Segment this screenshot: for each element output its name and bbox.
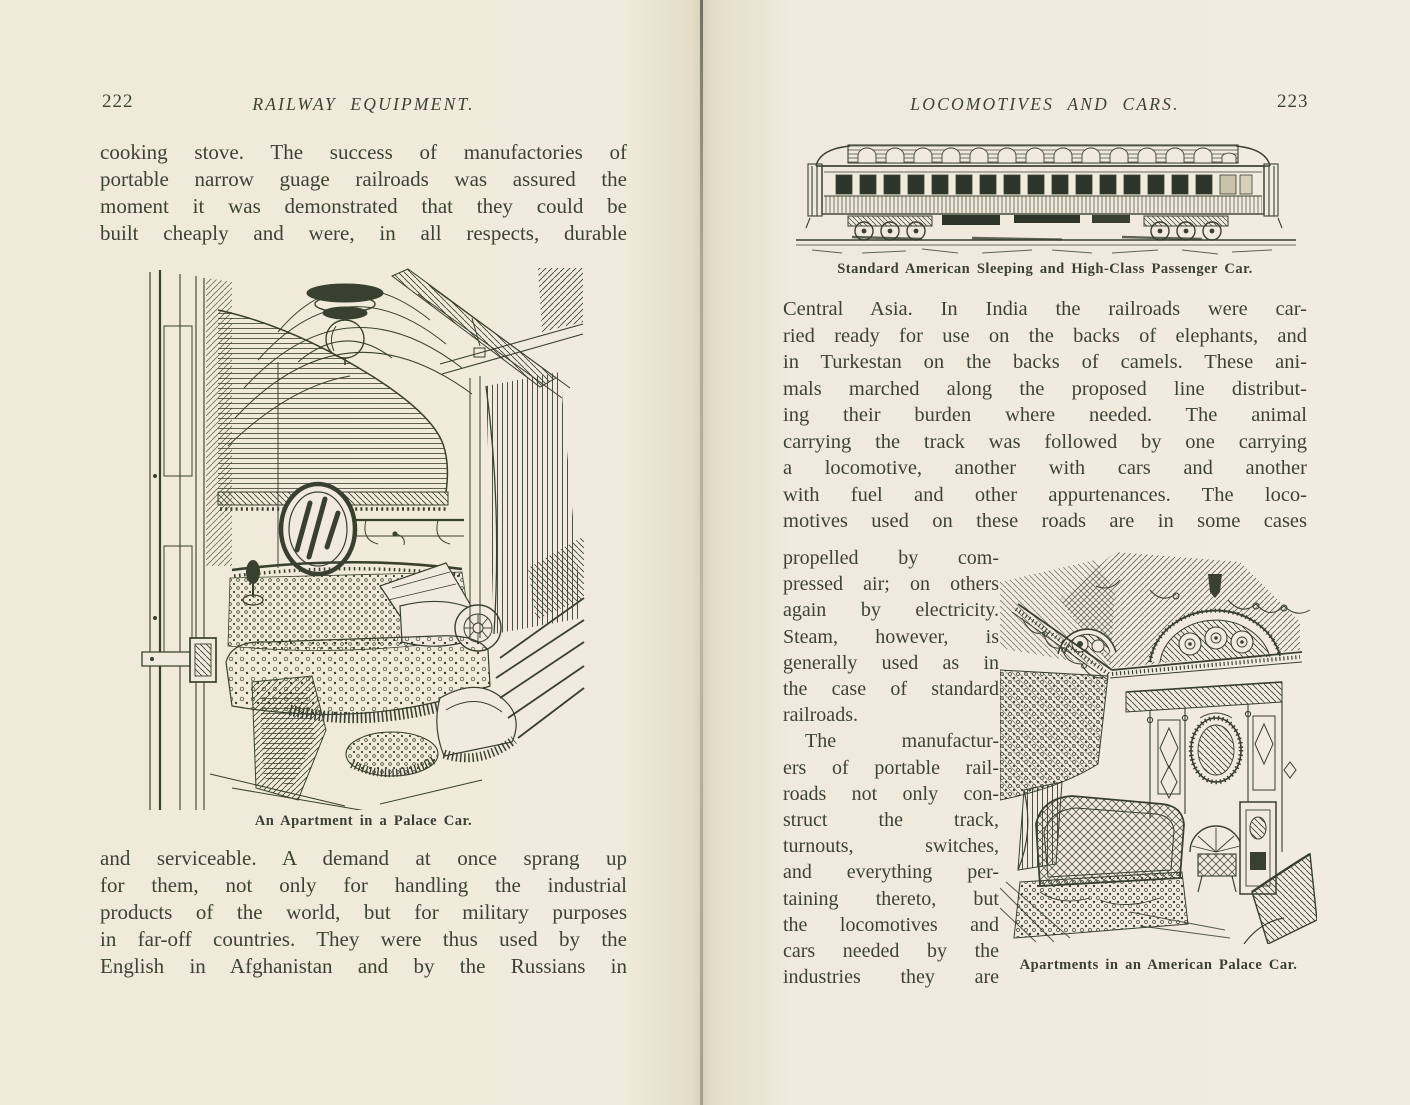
text-line: a locomotive, another with cars and another [783,457,1307,479]
text-line: taining thereto, but [783,887,999,910]
text-line: motives used on these roads are in some cases [783,510,1307,532]
text-line: The manufactur- [805,730,999,753]
text-line: pressed air; on others [783,573,999,596]
text-line: carrying the track was followed by one carrying [783,430,1307,453]
text-line: ried ready for use on the backs of elephants, and [783,324,1307,347]
text-line: with fuel and other appurtenances. The loco- [783,483,1307,506]
figure-caption: Apartments in an American Palace Car. [1019,957,1298,973]
text-line: the case of standard [783,678,999,701]
page-number: 222 [102,91,134,112]
text-line: in far-off countries. They were thus used by the [100,927,627,951]
text-line: portable narrow guage railroads was assured the [100,167,627,191]
text-line: railroads. [783,704,858,727]
text-line: ing their burden where needed. The animal [783,404,1307,426]
text-line: moment it was demonstrated that they could be [100,194,627,218]
body-paragraph [100,845,627,980]
text-line: for them, not only for handling the industrial [100,873,627,897]
sleeping-car-engraving [792,136,1300,258]
text-line: struct the track, [783,809,999,832]
text-line: in Turkestan on the backs of camels. These ani- [783,351,1307,373]
text-line: English in Afghanistan and by the Russians in [100,954,627,978]
right-page [702,0,1410,1105]
text-line: turnouts, switches, [783,835,999,858]
text-line: Steam, however, is [783,625,999,648]
text-line: products of the world, but for military purposes [100,900,627,924]
text-line: ers of portable rail- [783,756,999,779]
text-line: Central Asia. In India the railroads were car- [783,298,1307,320]
american-palace-car-engraving [1000,552,1317,944]
running-header: LOCOMOTIVES AND CARS. [910,94,1180,114]
text-line: generally used as in [783,651,999,674]
page-number: 223 [1277,91,1309,112]
text-line: cooking stove. The success of manufactories of [100,140,627,164]
text-line: and everything per- [783,861,999,884]
text-line: propelled by com- [783,547,999,569]
text-line: cars needed by the [783,940,999,963]
figure-caption: An Apartment in a Palace Car. [254,813,473,829]
left-page [0,0,702,1105]
text-line: roads not only con- [783,782,999,805]
figure-caption: Standard American Sleeping and High-Class Passenger Car. [837,261,1253,277]
body-column [783,545,999,990]
body-paragraph [100,139,627,247]
text-line: built cheaply and were, in all respects, durable [100,221,627,245]
text-line: and serviceable. A demand at once sprang up [100,846,627,870]
text-line: the locomotives and [783,913,999,936]
text-line: mals marched along the proposed line distribut- [783,377,1307,400]
palace-car-apartment-engraving [140,266,585,810]
text-line: industries they are [783,966,999,989]
body-paragraph [783,296,1307,535]
text-line: again by electricity. [783,599,999,622]
running-header: RAILWAY EQUIPMENT. [252,94,475,114]
